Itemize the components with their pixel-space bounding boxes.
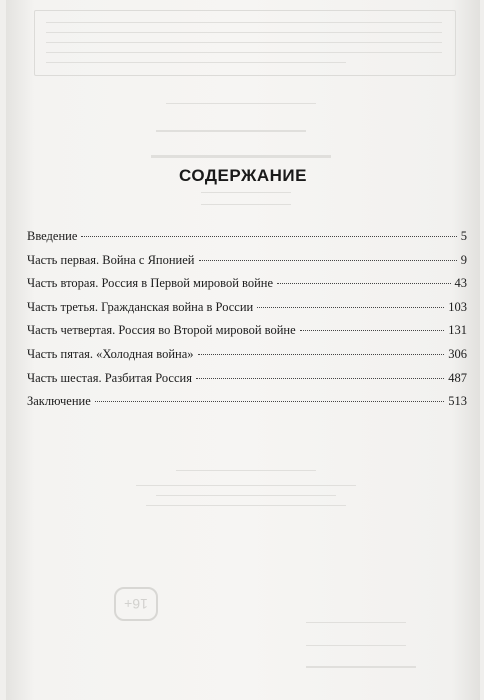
toc-entry-part-1[interactable] (27, 249, 467, 273)
toc-entry-page: 513 (448, 394, 467, 409)
dot-leader (277, 283, 450, 284)
bleed-through-line (306, 645, 406, 646)
bleed-through-line (166, 103, 316, 104)
toc-entry-label: Часть первая. Война с Японией (27, 252, 195, 267)
toc-entry-label: Часть шестая. Разбитая Россия (27, 370, 192, 385)
bleed-through-line (156, 495, 336, 496)
bleed-through-line (46, 52, 442, 53)
dot-leader (257, 307, 444, 308)
dot-leader (81, 236, 456, 237)
toc-entry-page: 103 (448, 299, 467, 314)
bleed-through-box (34, 10, 456, 76)
toc-entry-page: 131 (448, 323, 467, 338)
toc-entry-label: Часть вторая. Россия в Первой мировой войне (27, 276, 274, 291)
bleed-through-line (156, 130, 306, 132)
toc-entry-part-2[interactable] (27, 272, 467, 296)
bleed-through-line (306, 666, 416, 668)
toc-entry-page: 9 (460, 252, 467, 267)
bleed-through-line (46, 32, 442, 33)
table-of-contents (27, 225, 467, 414)
toc-entry-part-3[interactable] (27, 296, 467, 320)
book-page (6, 0, 480, 700)
bleed-through-line (176, 470, 316, 471)
toc-entry-page: 43 (454, 276, 467, 291)
dot-leader (199, 260, 457, 261)
toc-entry-part-5[interactable] (27, 343, 467, 367)
toc-entry-page: 487 (448, 370, 467, 385)
bleed-through-line (46, 62, 346, 63)
page-title: СОДЕРЖАНИЕ (179, 166, 307, 185)
toc-entry-introduction[interactable] (27, 225, 467, 249)
toc-entry-page: 5 (460, 229, 467, 243)
dot-leader (198, 354, 445, 355)
bleed-through-line (146, 505, 346, 506)
toc-entry-conclusion[interactable] (27, 390, 467, 414)
toc-entry-label: Введение (27, 229, 78, 243)
toc-entry-label: Часть пятая. «Холодная война» (27, 346, 194, 361)
bleed-through-line (201, 192, 291, 193)
dot-leader (196, 378, 444, 379)
bleed-through-line (201, 204, 291, 205)
dot-leader (300, 330, 445, 331)
bleed-through-line (136, 485, 356, 486)
bleed-through-line (151, 155, 331, 158)
toc-entry-part-6[interactable] (27, 367, 467, 391)
age-rating-badge: 16+ (114, 587, 158, 621)
toc-entry-part-4[interactable] (27, 319, 467, 343)
toc-entry-label: Часть третья. Гражданская война в России (27, 299, 254, 314)
dot-leader (95, 401, 445, 402)
toc-entry-label: Заключение (27, 394, 91, 409)
bleed-through-line (46, 22, 442, 23)
toc-entry-page: 306 (448, 346, 467, 361)
bleed-through-line (306, 622, 406, 623)
bleed-through-line (46, 42, 442, 43)
toc-entry-label: Часть четвертая. Россия во Второй мировой войне (27, 323, 296, 338)
